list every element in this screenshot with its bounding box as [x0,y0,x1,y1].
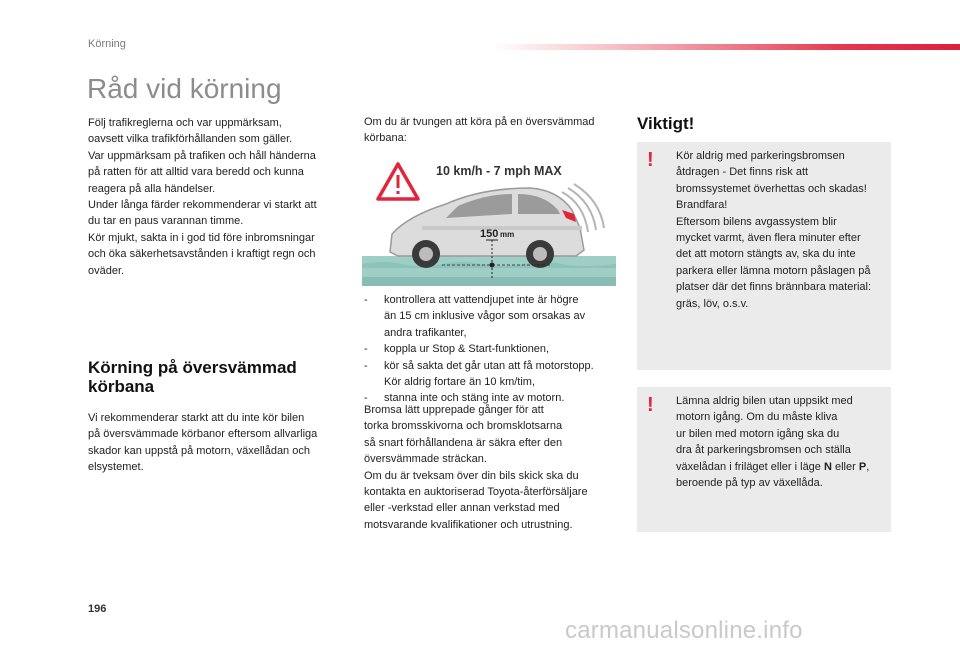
flood-driving-illustration [362,152,616,286]
warning-line: beroende på typ av växellåda. [676,477,823,490]
flood-paragraph [88,410,346,476]
header-accent-bar [492,44,960,50]
depth-value: 150 [480,228,499,240]
page-title: Råd vid körning [87,73,282,104]
flood-line: på översvämmade körbanor eftersom allvarliga [88,428,318,441]
warning-line-text: växelådan i friläget eller i läge [676,460,824,473]
flood-heading-line: körbana [88,377,155,396]
after-flood-line: Bromsa lätt upprepade gånger för att [364,404,544,416]
intro-line: du tar en paus varannan timme. [88,215,244,228]
list-dash: - [364,392,368,405]
intro-line: på ratten för att alltid vara beredd och kunna [88,166,304,179]
warning-box-parking-brake [637,142,891,370]
flood-intro-line: Om du är tvungen att köra på en översvämmad [364,116,595,128]
warning-line: gräs, löv, o.s.v. [676,297,749,310]
warning-line-text: , [866,460,870,473]
intro-line: oavsett vilka trafikförhållanden som gäller. [88,133,293,146]
after-flood-line: Om du är tveksam över din bils skick ska du [364,469,579,482]
warning-line: Brandfara! [676,199,728,212]
intro-paragraph [88,115,346,279]
gear-park: P [858,460,867,473]
warning-line: Lämna aldrig bilen utan uppsikt med [676,395,853,407]
flood-heading-line: Körning på översvämmad [88,358,297,377]
warning-line [676,459,886,475]
list-dash: - [364,343,368,356]
intro-line: reagera på alla händelser. [88,182,216,195]
list-item [364,341,620,357]
flood-instructions-list [364,292,620,407]
warning-line: parkera eller lämna motorn påslagen på [676,264,871,277]
intro-line: Kör mjukt, sakta in i god tid före inbromsningar [88,231,315,244]
list-line: än 15 cm inklusive vågor som orsakas av [384,310,586,323]
warning-line: platser där det finns brännbara material: [676,281,872,294]
after-flood-line: motsvarande kvalifikationer och utrustning. [364,518,573,531]
page-number: 196 [88,603,107,615]
flood-line: elsystemet. [88,461,144,474]
after-flood-line: översvämmade sträckan. [364,453,487,466]
after-flood-line: så snart förhållandena är säkra efter den [364,436,563,449]
intro-line: Var uppmärksam på trafiken och håll händerna [88,149,316,162]
after-flood-line: eller -verkstad eller annan verkstad med [364,502,560,515]
flood-heading [88,358,348,396]
intro-line: och öka säkerhetsavstånden i kraftigt regn och [88,248,316,261]
warning-line: dra åt parkeringsbromsen och ställa [676,444,851,457]
important-heading: Viktigt! [637,114,695,133]
warning-line: Kör aldrig med parkeringsbromsen [676,150,845,162]
warning-text [676,393,886,491]
exclamation-icon: ! [647,394,654,416]
warning-line: åtdragen - Det finns risk att [676,166,809,179]
warning-line: mycket varmt, även flera minuter efter [676,232,861,245]
section-label: Körning [88,38,126,50]
gear-neutral: N [823,460,832,473]
list-item [364,358,620,391]
warning-box-unattended [637,387,891,532]
list-dash: - [364,359,368,372]
flood-line: Vi rekommenderar starkt att du inte kör bilen [88,412,305,424]
list-line: andra trafikanter, [384,326,467,339]
intro-line: Under långa färder rekommenderar vi starkt att [88,199,317,212]
flood-intro-line: körbana: [364,132,407,145]
after-flood-line: kontakta en auktoriserad Toyota-återförsäljare [364,486,588,499]
list-line: kontrollera att vattendjupet inte är högre [384,294,579,306]
exclamation-icon: ! [647,149,654,171]
speed-limit-label: 10 km/h - 7 mph MAX [436,164,562,178]
warning-line: Eftersom bilens avgassystem blir [676,215,837,228]
warning-line: motorn igång. Om du måste kliva [676,411,838,424]
list-item [364,292,620,341]
warning-line: det att motorn stängts av, ska du inte [676,248,856,261]
after-flood-paragraph [364,402,620,533]
watermark: carmanualsonline.info [565,617,803,644]
intro-line: Följ trafikreglerna och var uppmärksam, [88,117,282,129]
list-line: Kör aldrig fortare än 10 km/tim, [384,376,536,389]
list-line: kör så sakta det går utan att få motorstopp. [384,359,594,372]
intro-line: oväder. [88,264,125,277]
list-line: stanna inte och stäng inte av motorn. [384,392,565,405]
list-line: koppla ur Stop & Start-funktionen, [384,343,550,356]
warning-line-text: eller [831,460,859,473]
flood-line: skador kan uppstå på motorn, växellådan och [88,444,310,457]
warning-line: ur bilen med motorn igång ska du [676,427,840,440]
depth-unit: mm [500,230,515,239]
list-dash: - [364,294,368,306]
warning-line: bromssystemet överhettas och skadas! [676,182,867,195]
after-flood-line: torka bromsskivorna och bromsklotsarna [364,420,563,433]
flood-intro [364,114,620,147]
warning-text [676,148,886,312]
